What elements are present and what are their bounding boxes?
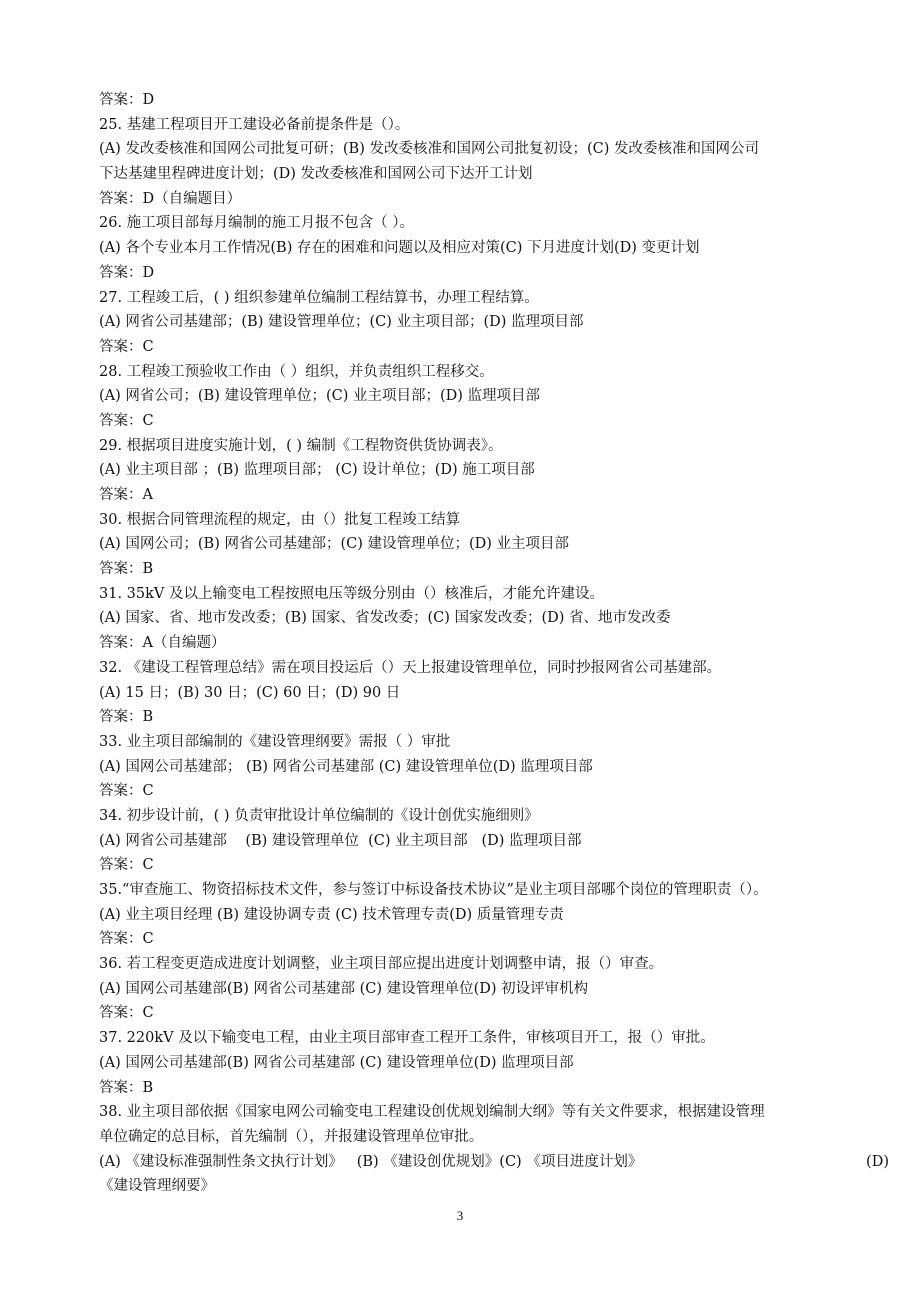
text-line: (A) 网省公司基建部 (B) 建设管理单位 (C) 业主项目部 (D) 监理项目部 <box>99 832 582 849</box>
text-line: 25. 基建工程项目开工建设必备前提条件是（）。 <box>99 116 410 133</box>
option-row-left: (A) 《建设标准强制性条文执行计划》 (B) 《建设创优规划》(C) 《项目进度计划》 <box>99 1153 643 1170</box>
text-line: 37. 220kV 及以下输变电工程，由业主项目部审查工程开工条件，审核项目开工，报（）审批。 <box>99 1030 715 1047</box>
text-line: 下达基建里程碑进度计划；(D) 发改委核准和国网公司下达开工计划 <box>99 166 533 183</box>
text-line: 答案：C <box>99 1005 154 1022</box>
text-line: 答案：C <box>99 338 154 355</box>
text-line: 答案：B <box>99 561 154 578</box>
text-line: 38. 业主项目部依据《国家电网公司输变电工程建设创优规划编制大纲》等有关文件要求，根据建设管理 <box>99 1104 765 1121</box>
text-line: 32. 《建设工程管理总结》需在项目投运后（）天上报建设管理单位，同时抄报网省公司基建部。 <box>99 659 722 676</box>
text-line: (A) 各个专业本月工作情况(B) 存在的困难和问题以及相应对策(C) 下月进度计划(D) 变更计划 <box>99 240 700 257</box>
text-line: 答案：D <box>99 92 155 108</box>
text-line: 单位确定的总目标，首先编制（），并报建设管理单位审批。 <box>99 1128 484 1145</box>
text-line: (A) 15 日；(B) 30 日；(C) 60 日；(D) 90 日 <box>99 684 401 701</box>
text-line: (A) 业主项目经理 (B) 建设协调专责 (C) 技术管理专责(D) 质量管理专责 <box>99 906 564 923</box>
text-line: 34. 初步设计前，( ) 负责审批设计单位编制的《设计创优实施细则》 <box>99 807 539 824</box>
text-line: 33. 业主项目部编制的《建设管理纲要》需报（ ）审批 <box>99 733 451 750</box>
text-line: (A) 发改委核准和国网公司批复可研；(B) 发改委核准和国网公司批复初设；(C) 发改委核准和国网公司 <box>99 141 759 158</box>
text-line: 36. 若工程变更造成进度计划调整，业主项目部应提出进度计划调整申请，报（）审查。 <box>99 956 664 973</box>
text-line: 答案：B <box>99 709 154 726</box>
text-line: (A) 国网公司基建部(B) 网省公司基建部 (C) 建设管理单位(D) 监理项目部 <box>99 1054 574 1071</box>
text-line: 29. 根据项目进度实施计划，( ) 编制《工程物资供货协调表》。 <box>99 437 503 454</box>
text-line: (A) 国网公司；(B) 网省公司基建部；(C) 建设管理单位；(D) 业主项目部 <box>99 536 570 553</box>
text-line: 答案：C <box>99 857 154 874</box>
option-row-right: (D) <box>866 1153 889 1170</box>
text-line: (A) 业主项目部 ；(B) 监理项目部； (C) 设计单位；(D) 施工项目部 <box>99 462 535 479</box>
text-line: (A) 网省公司基建部；(B) 建设管理单位；(C) 业主项目部；(D) 监理项目部 <box>99 314 584 331</box>
text-line: (A) 网省公司；(B) 建设管理单位；(C) 业主项目部；(D) 监理项目部 <box>99 388 541 405</box>
text-line: 答案：B <box>99 1079 154 1096</box>
page-number: 3 <box>456 1208 464 1223</box>
text-line: 答案：C <box>99 783 154 800</box>
option-row <box>99 1150 889 1175</box>
text-line: 答案：D <box>99 264 155 281</box>
text-line: 28. 工程竣工预验收工作由（ ）组织，并负责组织工程移交。 <box>99 363 494 380</box>
text-line: (A) 国家、省、地市发改委；(B) 国家、省发改委；(C) 国家发改委；(D) 省、地市发改委 <box>99 610 671 627</box>
text-line: 30. 根据合同管理流程的规定，由（）批复工程竣工结算 <box>99 511 461 528</box>
text-line: 26. 施工项目部每月编制的施工月报不包含（ ）。 <box>99 215 415 232</box>
text-line: 答案：A <box>99 487 153 503</box>
question-list <box>99 88 889 1199</box>
text-line: (A) 国网公司基建部； (B) 网省公司基建部 (C) 建设管理单位(D) 监理项目部 <box>99 758 593 775</box>
text-line: 答案：C <box>99 931 154 948</box>
text-line: 27. 工程竣工后，( ) 组织参建单位编制工程结算书，办理工程结算。 <box>99 289 539 306</box>
text-line: 答案：A（自编题） <box>99 635 226 652</box>
text-line: (A) 国网公司基建部(B) 网省公司基建部 (C) 建设管理单位(D) 初设评审机构 <box>99 980 589 997</box>
text-line: 31. 35kV 及以上输变电工程按照电压等级分别由（）核准后，才能允许建设。 <box>99 585 604 602</box>
text-line: 答案：C <box>99 412 154 429</box>
text-line: 35.“审查施工、物资招标技术文件，参与签订中标设备技术协议”是业主项目部哪个岗位的管理职责（）。 <box>99 882 768 898</box>
text-line: 答案：D（自编题目） <box>99 190 242 207</box>
text-line: 《建设管理纲要》 <box>99 1178 215 1195</box>
